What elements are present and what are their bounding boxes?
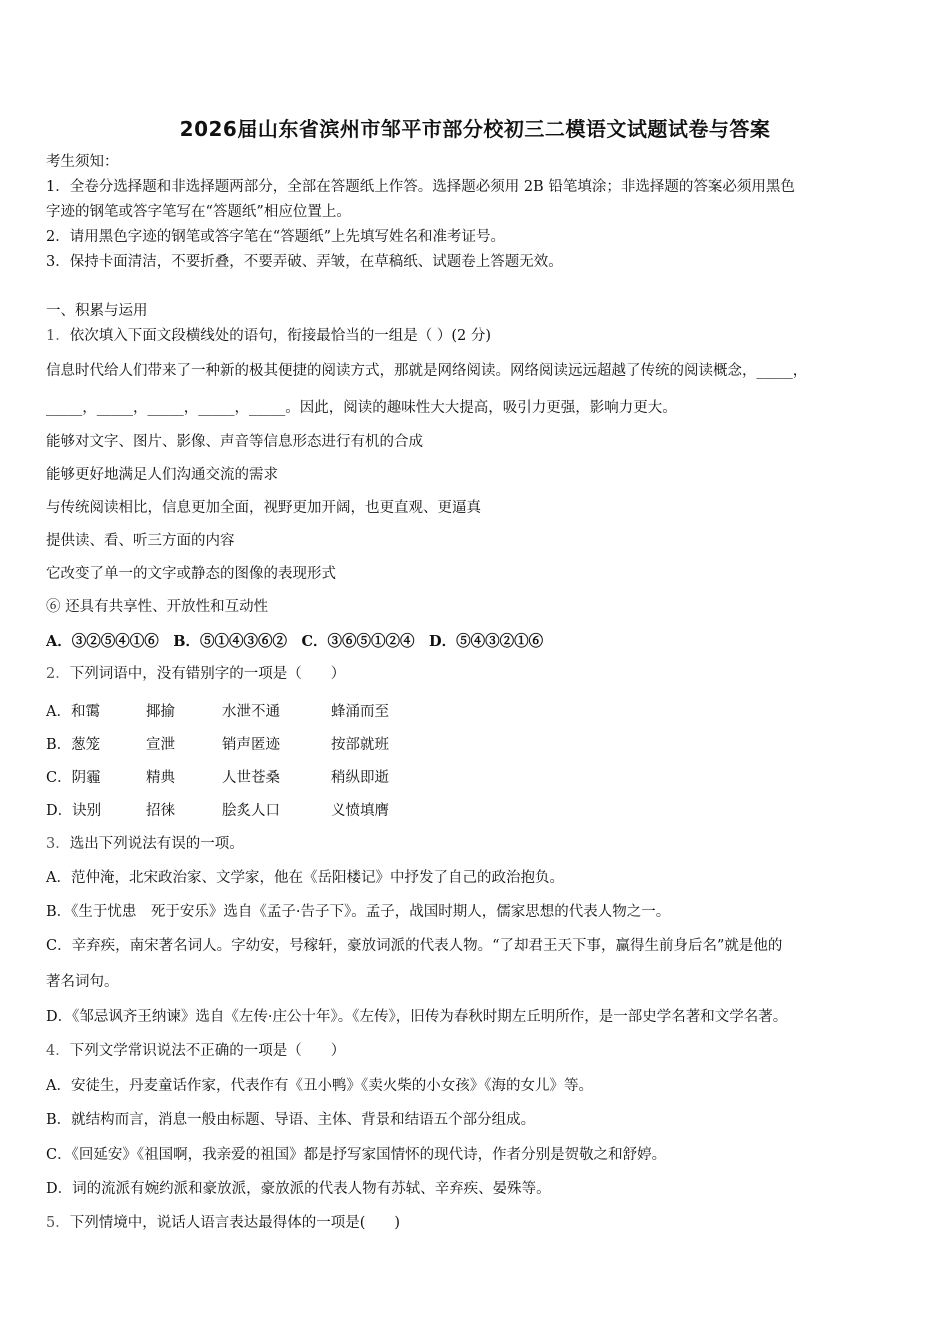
question-5-stem (46, 1213, 400, 1233)
question-text: 下列词语中，没有错别字的一项是（ ） (69, 666, 346, 682)
q1-item-5: 它改变了单一的文字或静态的图像的表现形式 (46, 566, 336, 582)
question-text: 下列情境中，说话人语言表达最得体的一项是( ) (69, 1215, 401, 1231)
word: 宣泄 (146, 737, 175, 753)
notice-heading: 考生须知： (46, 154, 119, 170)
q1-item-1: 能够对文字、图片、影像、声音等信息形态进行有机的合成 (46, 434, 423, 450)
notice-line-1b: 字迹的钢笔或答字笔写在“答题纸”相应位置上。 (46, 204, 351, 220)
question-number: 3． (46, 836, 70, 852)
word: D．诀别 (46, 803, 102, 819)
word: C．阴霾 (46, 770, 101, 786)
question-1-stem (46, 326, 491, 346)
q1-item-2: 能够更好地满足人们沟通交流的需求 (46, 467, 278, 483)
q2-option-d (46, 801, 389, 821)
word: 招徕 (146, 803, 175, 819)
page-title: 2026届山东省滨州市邹平市部分校初三二模语文试题试卷与答案 (179, 117, 771, 141)
q4-option-c: C．《回延安》《祖国啊，我亲爱的祖国》都是抒写家国情怀的现代诗，作者分别是贺敬之和舒婷。 (46, 1147, 667, 1163)
question-text: 下列文学常识说法不正确的一项是（ ） (69, 1043, 346, 1059)
word: 揶揄 (146, 704, 175, 720)
q2-option-a (46, 702, 389, 722)
q1-item-6: ⑥ 还具有共享性、开放性和互动性 (46, 599, 269, 615)
word: 义愤填膺 (331, 803, 389, 819)
q1-item-4: 提供读、看、听三方面的内容 (46, 533, 235, 549)
question-number: 4． (46, 1043, 70, 1059)
word: 销声匿迹 (222, 737, 280, 753)
q3-option-c-line2: 著名词句。 (46, 974, 119, 990)
question-number: 5． (46, 1215, 70, 1231)
q2-option-c (46, 768, 389, 788)
question-number: 2． (46, 666, 70, 682)
q2-option-b (46, 735, 389, 755)
q4-option-d: D．词的流派有婉约派和豪放派，豪放派的代表人物有苏轼、辛弃疾、晏殊等。 (46, 1181, 551, 1197)
q4-option-a: A．安徒生，丹麦童话作家，代表作有《丑小鸭》《卖火柴的小女孩》《海的女儿》等。 (46, 1078, 593, 1094)
question-text: 依次填入下面文段横线处的语句，衔接最恰当的一组是（ ）(2 分) (69, 328, 491, 344)
q3-option-b: B．《生于忧患 死于安乐》选自《孟子·告子下》。孟子，战国时期人，儒家思想的代表人物之一。 (46, 904, 671, 920)
notice-line-3: 3．保持卡面清洁，不要折叠，不要弄破、弄皱，在草稿纸、试题卷上答题无效。 (46, 254, 563, 270)
q4-option-b: B．就结构而言，消息一般由标题、导语、主体、背景和结语五个部分组成。 (46, 1112, 536, 1128)
word: B．葱笼 (46, 737, 101, 753)
notice-line-2: 2．请用黑色字迹的钢笔或答字笔在“答题纸”上先填写姓名和准考证号。 (46, 229, 506, 245)
question-3-stem (46, 834, 244, 854)
q3-option-d: D．《邹忌讽齐王纳谏》选自《左传·庄公十年》。《左传》，旧传为春秋时期左丘明所作，是一部史学名著和文学名著。 (46, 1009, 788, 1025)
question-1-passage-1: 信息时代给人们带来了一种新的极其便捷的阅读方式，那就是网络阅读。网络阅读远远超越了传统的阅读概念，_____， (46, 363, 808, 379)
word: 精典 (146, 770, 175, 786)
question-text: 选出下列说法有误的一项。 (69, 836, 244, 852)
question-4-stem (46, 1041, 345, 1061)
notice-line-1a: 1．全卷分选择题和非选择题两部分，全部在答题纸上作答。选择题必须用 2B 铅笔填涂；非选择题的答案必须用黑色 (46, 179, 795, 195)
q3-option-a: A．范仲淹，北宋政治家、文学家，他在《岳阳楼记》中抒发了自己的政治抱负。 (46, 870, 564, 886)
word: 蜂涌而至 (331, 704, 389, 720)
word: 稍纵即逝 (331, 770, 389, 786)
word: 脍炙人口 (222, 803, 280, 819)
word: 按部就班 (331, 737, 389, 753)
q3-option-c-line1: C．辛弃疾，南宋著名词人。字幼安，号稼轩，豪放词派的代表人物。“了却君王天下事，赢得生前身后名”就是他的 (46, 938, 783, 954)
question-number: 1． (46, 328, 70, 344)
word: 水泄不通 (222, 704, 280, 720)
question-1-passage-2: _____，_____，_____，_____，_____。因此，阅读的趣味性大大提高，吸引力更强，影响力更大。 (46, 400, 677, 416)
word: A．和霭 (46, 704, 100, 720)
section-heading: 一、积累与运用 (46, 303, 148, 319)
word: 人世苍桑 (222, 770, 280, 786)
q1-item-3: 与传统阅读相比，信息更加全面，视野更加开阔，也更直观、更逼真 (46, 500, 481, 516)
question-2-stem (46, 664, 345, 684)
q1-options: A．③②⑤④①⑥ B．⑤①④③⑥② C．③⑥⑤①②④ D．⑤④③②①⑥ (46, 633, 544, 650)
